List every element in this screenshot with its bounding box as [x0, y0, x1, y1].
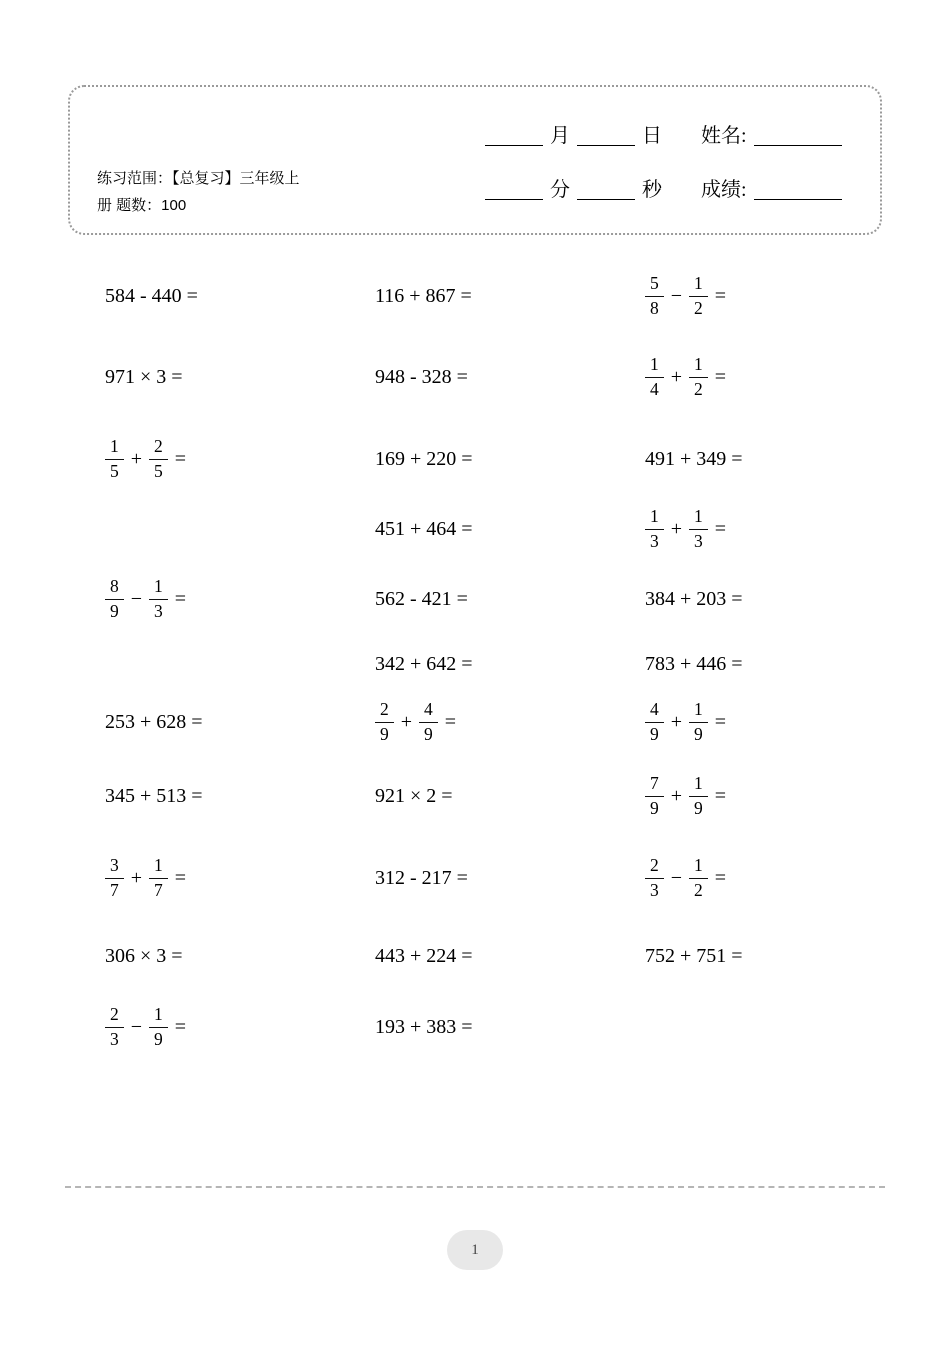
problem — [105, 856, 375, 900]
problem-row — [105, 920, 895, 992]
fraction-numerator: 4 — [419, 700, 438, 723]
fraction-denominator: 9 — [650, 797, 659, 818]
problem — [375, 284, 645, 308]
operator: − — [670, 867, 683, 889]
problem — [375, 517, 645, 541]
fraction-numerator: 2 — [645, 856, 664, 879]
fraction-numerator: 1 — [689, 700, 708, 723]
second-label: 秒 — [642, 179, 662, 201]
operator: = — [714, 285, 727, 307]
fraction-numerator: 5 — [645, 274, 664, 297]
fraction-denominator: 5 — [154, 460, 163, 481]
problem-row — [105, 756, 895, 836]
expression-text: 342 + 642 = — [375, 653, 473, 675]
operator: = — [714, 867, 727, 889]
fraction-numerator: 1 — [149, 577, 168, 600]
fraction-denominator: 3 — [650, 530, 659, 551]
fraction-numerator: 4 — [645, 700, 664, 723]
expression-text: 584 - 440 = — [105, 285, 198, 307]
expression-text: 971 × 3 = — [105, 366, 183, 388]
problem — [645, 700, 895, 744]
fraction-numerator: 2 — [149, 437, 168, 460]
header-box — [68, 85, 882, 235]
expression-text: 312 - 217 = — [375, 867, 468, 889]
expression-text: 193 + 383 = — [375, 1016, 473, 1038]
fraction — [645, 274, 664, 318]
operator: + — [130, 448, 143, 470]
operator: = — [174, 588, 187, 610]
practice-info — [97, 165, 300, 219]
score-blank — [754, 180, 842, 200]
operator: + — [670, 785, 683, 807]
problem — [375, 944, 645, 968]
expression-text: 921 × 2 = — [375, 785, 453, 807]
problem-row — [105, 500, 895, 558]
fraction-numerator: 1 — [645, 507, 664, 530]
fraction-numerator: 1 — [149, 856, 168, 879]
problem — [645, 774, 895, 818]
problem-row — [105, 418, 895, 500]
problem-row — [105, 992, 895, 1062]
fraction-numerator: 1 — [149, 1005, 168, 1028]
operator: − — [670, 285, 683, 307]
month-label: 月 — [550, 125, 570, 147]
operator: = — [714, 711, 727, 733]
operator: = — [714, 366, 727, 388]
fraction-denominator: 9 — [650, 723, 659, 744]
fraction-denominator: 3 — [694, 530, 703, 551]
problem — [645, 355, 895, 399]
fraction-denominator: 9 — [380, 723, 389, 744]
fraction-numerator: 3 — [105, 856, 124, 879]
fraction — [689, 700, 708, 744]
fraction-denominator: 9 — [424, 723, 433, 744]
fraction — [689, 355, 708, 399]
fraction-numerator: 1 — [645, 355, 664, 378]
name-blank — [754, 126, 842, 146]
page-number: 1 — [471, 1241, 479, 1258]
expression-text: 169 + 220 = — [375, 448, 473, 470]
problem — [105, 944, 375, 968]
month-blank — [485, 126, 543, 146]
fraction — [645, 355, 664, 399]
fraction-denominator: 2 — [694, 297, 703, 318]
problem — [105, 365, 375, 389]
fraction — [149, 437, 168, 481]
operator: = — [714, 785, 727, 807]
operator: + — [400, 711, 413, 733]
operator: − — [130, 1016, 143, 1038]
fraction-denominator: 2 — [694, 879, 703, 900]
problem — [645, 944, 895, 968]
fraction-numerator: 1 — [689, 355, 708, 378]
operator: = — [444, 711, 457, 733]
problem-grid — [105, 256, 895, 1062]
operator: = — [714, 518, 727, 540]
date-score-fields — [485, 119, 842, 201]
name-label: 姓名: — [701, 125, 747, 147]
fraction — [645, 856, 664, 900]
problem — [375, 700, 645, 744]
fraction-denominator: 9 — [694, 797, 703, 818]
fraction — [645, 774, 664, 818]
problem — [375, 447, 645, 471]
fraction — [105, 437, 124, 481]
fraction — [645, 507, 664, 551]
fraction-denominator: 9 — [110, 600, 119, 621]
fraction-denominator: 7 — [110, 879, 119, 900]
page-number-badge — [447, 1230, 503, 1270]
operator: − — [130, 588, 143, 610]
fraction-denominator: 9 — [154, 1028, 163, 1049]
fraction — [149, 1005, 168, 1049]
fraction-numerator: 8 — [105, 577, 124, 600]
practice-range-line2: 册 题数：100 — [97, 197, 187, 214]
day-blank — [577, 126, 635, 146]
problem — [645, 856, 895, 900]
fraction — [149, 856, 168, 900]
expression-text: 783 + 446 = — [645, 653, 743, 675]
footer-divider — [65, 1186, 885, 1188]
problem — [645, 274, 895, 318]
problem — [105, 437, 375, 481]
fraction-denominator: 5 — [110, 460, 119, 481]
date-name-line — [485, 119, 842, 147]
fraction-numerator: 2 — [375, 700, 394, 723]
expression-text: 451 + 464 = — [375, 518, 473, 540]
problem — [105, 284, 375, 308]
expression-text: 253 + 628 = — [105, 711, 203, 733]
fraction — [419, 700, 438, 744]
fraction-denominator: 3 — [650, 879, 659, 900]
fraction — [689, 856, 708, 900]
fraction — [105, 577, 124, 621]
fraction — [149, 577, 168, 621]
fraction-denominator: 3 — [154, 600, 163, 621]
problem — [105, 710, 375, 734]
problem — [105, 577, 375, 621]
problem-row — [105, 836, 895, 920]
problem — [375, 866, 645, 890]
time-score-line — [485, 173, 842, 201]
fraction-numerator: 1 — [689, 507, 708, 530]
problem — [645, 507, 895, 551]
expression-text: 306 × 3 = — [105, 945, 183, 967]
problem — [645, 447, 895, 471]
problem-row — [105, 256, 895, 336]
fraction — [689, 274, 708, 318]
fraction — [689, 774, 708, 818]
fraction-denominator: 9 — [694, 723, 703, 744]
problem — [645, 587, 895, 611]
fraction-denominator: 7 — [154, 879, 163, 900]
practice-range-line1: 练习范围：【总复习】三年级上 — [97, 170, 300, 187]
expression-text: 948 - 328 = — [375, 366, 468, 388]
expression-text: 752 + 751 = — [645, 945, 743, 967]
operator: + — [670, 366, 683, 388]
second-blank — [577, 180, 635, 200]
operator: = — [174, 1016, 187, 1038]
expression-text: 384 + 203 = — [645, 588, 743, 610]
problem — [375, 784, 645, 808]
problem — [645, 652, 895, 676]
problem — [375, 652, 645, 676]
fraction-numerator: 1 — [689, 774, 708, 797]
expression-text: 443 + 224 = — [375, 945, 473, 967]
expression-text: 562 - 421 = — [375, 588, 468, 610]
minute-label: 分 — [550, 179, 570, 201]
problem-row — [105, 558, 895, 640]
minute-blank — [485, 180, 543, 200]
fraction-denominator: 4 — [650, 378, 659, 399]
operator: = — [174, 448, 187, 470]
operator: + — [670, 518, 683, 540]
fraction-denominator: 2 — [694, 378, 703, 399]
expression-text: 491 + 349 = — [645, 448, 743, 470]
fraction-numerator: 2 — [105, 1005, 124, 1028]
problem-row — [105, 336, 895, 418]
day-label: 日 — [642, 125, 662, 147]
problem — [375, 365, 645, 389]
problem — [105, 784, 375, 808]
score-label: 成绩: — [701, 179, 747, 201]
fraction-denominator: 3 — [110, 1028, 119, 1049]
operator: + — [670, 711, 683, 733]
fraction — [105, 856, 124, 900]
problem-row — [105, 640, 895, 688]
fraction — [105, 1005, 124, 1049]
expression-text: 116 + 867 = — [375, 285, 472, 307]
operator: = — [174, 867, 187, 889]
fraction — [375, 700, 394, 744]
fraction — [645, 700, 664, 744]
problem — [105, 1005, 375, 1049]
fraction-numerator: 1 — [105, 437, 124, 460]
fraction-denominator: 8 — [650, 297, 659, 318]
fraction — [689, 507, 708, 551]
problem — [375, 1015, 645, 1039]
fraction-numerator: 1 — [689, 274, 708, 297]
fraction-numerator: 7 — [645, 774, 664, 797]
problem-row — [105, 688, 895, 756]
problem — [375, 587, 645, 611]
fraction-numerator: 1 — [689, 856, 708, 879]
operator: + — [130, 867, 143, 889]
expression-text: 345 + 513 = — [105, 785, 203, 807]
